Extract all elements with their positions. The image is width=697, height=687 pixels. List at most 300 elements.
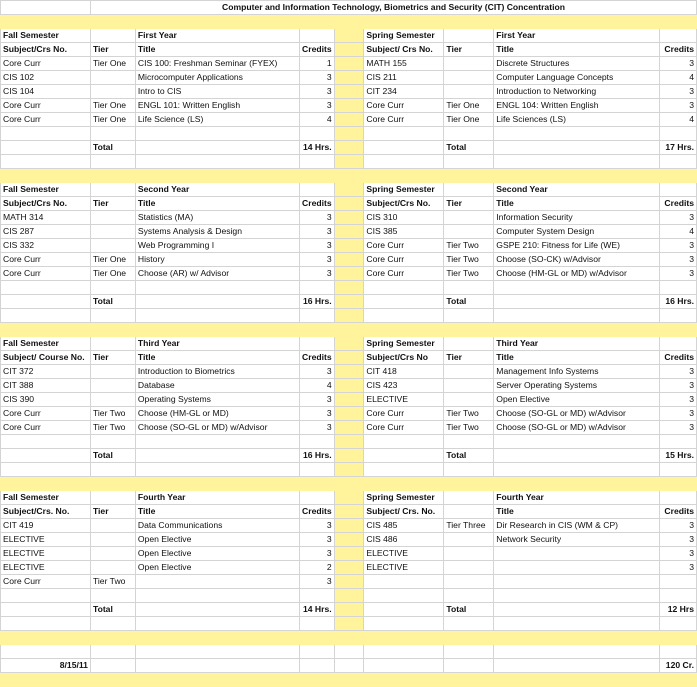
spring-semester-label[interactable]: Spring Semester [364,29,444,43]
title-header[interactable]: Title [135,505,299,519]
separator-cell[interactable] [334,309,364,323]
blank-cell[interactable] [1,281,91,295]
blank-cell[interactable] [135,589,299,603]
course-subject[interactable]: Core Curr [1,113,91,127]
course-subject[interactable]: CIS 390 [1,393,91,407]
title-header[interactable]: Title [494,351,660,365]
course-title[interactable]: Network Security [494,533,660,547]
blank-cell[interactable] [364,155,444,169]
course-credits[interactable]: 3 [299,533,334,547]
course-credits[interactable]: 3 [299,547,334,561]
course-title[interactable]: CIS 100: Freshman Seminar (FYEX) [135,57,299,71]
separator-cell[interactable] [334,449,364,463]
course-subject[interactable]: MATH 314 [1,211,91,225]
blank-cell[interactable] [90,463,135,477]
course-tier[interactable]: Tier One [90,57,135,71]
blank-cell[interactable] [444,463,494,477]
course-subject[interactable]: CIS 104 [1,85,91,99]
spring-semester-label[interactable]: Spring Semester [364,491,444,505]
blank-cell[interactable] [494,659,660,673]
course-credits[interactable]: 3 [659,365,696,379]
credits-header[interactable]: Credits [659,43,696,57]
separator-cell[interactable] [334,491,364,505]
course-title[interactable]: Database [135,379,299,393]
separator-cell[interactable] [334,71,364,85]
course-title[interactable]: Choose (SO-GL or MD) w/Advisor [135,421,299,435]
course-tier[interactable]: Tier Two [444,407,494,421]
course-subject[interactable]: Core Curr [364,239,444,253]
course-tier[interactable] [444,561,494,575]
separator-cell[interactable] [334,421,364,435]
separator-cell[interactable] [334,365,364,379]
course-tier[interactable]: Tier One [444,113,494,127]
separator-cell[interactable] [334,141,364,155]
spring-semester-label[interactable]: Spring Semester [364,337,444,351]
blank-cell[interactable] [135,141,299,155]
course-tier[interactable] [90,71,135,85]
blank-cell[interactable] [364,435,444,449]
blank-cell[interactable] [659,155,696,169]
course-credits[interactable]: 3 [659,407,696,421]
blank-cell[interactable] [659,491,696,505]
blank-cell[interactable] [364,127,444,141]
separator-cell[interactable] [334,533,364,547]
course-subject[interactable]: ELECTIVE [364,393,444,407]
course-tier[interactable] [90,225,135,239]
blank-cell[interactable] [90,309,135,323]
course-credits[interactable]: 3 [299,99,334,113]
course-subject[interactable]: Core Curr [364,421,444,435]
band-cell[interactable] [1,631,697,645]
fall-total[interactable]: 16 Hrs. [299,449,334,463]
course-tier[interactable]: Tier Three [444,519,494,533]
course-credits[interactable] [659,575,696,589]
blank-cell[interactable] [494,281,660,295]
course-subject[interactable]: CIS 102 [1,71,91,85]
spring-total[interactable]: 17 Hrs. [659,141,696,155]
course-title[interactable]: Statistics (MA) [135,211,299,225]
course-subject[interactable]: Core Curr [1,421,91,435]
course-subject[interactable]: CIS 486 [364,533,444,547]
grand-total[interactable]: 120 Cr. [659,659,696,673]
course-subject[interactable]: Core Curr [1,407,91,421]
course-title[interactable]: Choose (SO-CK) w/Advisor [494,253,660,267]
course-tier[interactable]: Tier One [90,267,135,281]
separator-cell[interactable] [334,561,364,575]
course-credits[interactable]: 2 [299,561,334,575]
total-label[interactable]: Total [444,603,494,617]
blank-cell[interactable] [299,645,334,659]
blank-cell[interactable] [444,659,494,673]
course-credits[interactable]: 3 [299,253,334,267]
separator-cell[interactable] [334,183,364,197]
course-credits[interactable]: 3 [299,421,334,435]
course-tier[interactable]: Tier One [90,99,135,113]
blank-cell[interactable] [364,463,444,477]
blank-cell[interactable] [299,337,334,351]
title-header[interactable]: Title [135,351,299,365]
blank-cell[interactable] [135,463,299,477]
course-title[interactable]: Introduction to Networking [494,85,660,99]
course-tier[interactable] [90,561,135,575]
course-credits[interactable]: 3 [299,85,334,99]
course-credits[interactable]: 3 [299,239,334,253]
separator-cell[interactable] [334,575,364,589]
course-subject[interactable] [364,575,444,589]
subject-header[interactable]: Subject/Crs No. [1,197,91,211]
course-subject[interactable]: ELECTIVE [1,533,91,547]
separator-cell[interactable] [334,197,364,211]
course-credits[interactable]: 3 [299,211,334,225]
course-title[interactable]: Information Security [494,211,660,225]
blank-cell[interactable] [299,281,334,295]
subject-header[interactable]: Subject/Crs No [364,351,444,365]
course-title[interactable]: Introduction to Biometrics [135,365,299,379]
course-credits[interactable]: 3 [659,99,696,113]
blank-cell[interactable] [1,155,91,169]
blank-cell[interactable] [494,435,660,449]
blank-cell[interactable] [135,603,299,617]
course-title[interactable]: Choose (SO-GL or MD) w/Advisor [494,407,660,421]
blank-cell[interactable] [659,309,696,323]
total-label[interactable]: Total [444,295,494,309]
blank-cell[interactable] [444,29,494,43]
separator-cell[interactable] [334,211,364,225]
blank-cell[interactable] [90,281,135,295]
course-tier[interactable]: Tier Two [444,253,494,267]
course-title[interactable]: Choose (AR) w/ Advisor [135,267,299,281]
spring-total[interactable]: 15 Hrs. [659,449,696,463]
blank-cell[interactable] [444,491,494,505]
course-subject[interactable]: Core Curr [364,267,444,281]
course-subject[interactable]: CIS 332 [1,239,91,253]
blank-cell[interactable] [1,463,91,477]
course-tier[interactable] [90,519,135,533]
blank-cell[interactable] [1,435,91,449]
year-label[interactable]: Third Year [135,337,299,351]
course-credits[interactable]: 3 [659,519,696,533]
course-credits[interactable]: 3 [299,575,334,589]
blank-cell[interactable] [90,491,135,505]
blank-cell[interactable] [135,435,299,449]
total-label[interactable]: Total [444,141,494,155]
blank-cell[interactable] [1,309,91,323]
separator-cell[interactable] [334,337,364,351]
separator-cell[interactable] [334,155,364,169]
subject-header[interactable]: Subject/Crs No. [364,197,444,211]
blank-cell[interactable] [364,617,444,631]
blank-cell[interactable] [299,29,334,43]
fall-semester-label[interactable]: Fall Semester [1,29,91,43]
blank-cell[interactable] [1,603,91,617]
blank-cell[interactable] [299,155,334,169]
blank-cell[interactable] [135,617,299,631]
course-subject[interactable]: Core Curr [364,99,444,113]
blank-cell[interactable] [135,309,299,323]
course-title[interactable]: Choose (SO-GL or MD) w/Advisor [494,421,660,435]
course-title[interactable]: Computer System Design [494,225,660,239]
course-tier[interactable] [444,575,494,589]
course-title[interactable]: Web Programming I [135,239,299,253]
credits-header[interactable]: Credits [299,505,334,519]
course-credits[interactable]: 4 [659,71,696,85]
credits-header[interactable]: Credits [299,43,334,57]
total-label[interactable]: Total [444,449,494,463]
credits-header[interactable]: Credits [299,351,334,365]
blank-cell[interactable] [135,645,299,659]
total-label[interactable]: Total [90,603,135,617]
course-subject[interactable]: CIS 310 [364,211,444,225]
course-tier[interactable] [444,379,494,393]
blank-cell[interactable] [659,617,696,631]
course-subject[interactable]: Core Curr [364,407,444,421]
course-subject[interactable]: CIT 418 [364,365,444,379]
course-credits[interactable]: 3 [299,393,334,407]
total-label[interactable]: Total [90,141,135,155]
band-cell[interactable] [1,673,697,687]
band-cell[interactable] [1,15,697,29]
course-tier[interactable] [444,365,494,379]
subject-header[interactable]: Subject/Crs No. [1,43,91,57]
course-title[interactable]: Discrete Structures [494,57,660,71]
blank-cell[interactable] [135,449,299,463]
blank-cell[interactable] [659,435,696,449]
course-credits[interactable]: 3 [659,85,696,99]
course-subject[interactable]: Core Curr [1,253,91,267]
blank-cell[interactable] [135,127,299,141]
course-tier[interactable]: Tier One [90,113,135,127]
course-tier[interactable] [444,71,494,85]
course-credits[interactable]: 3 [659,379,696,393]
blank-cell[interactable] [135,659,299,673]
blank-cell[interactable] [364,449,444,463]
year-label[interactable]: First Year [135,29,299,43]
spring-total[interactable]: 16 Hrs. [659,295,696,309]
blank-cell[interactable] [90,183,135,197]
blank-cell[interactable] [494,127,660,141]
tier-header[interactable]: Tier [444,351,494,365]
course-credits[interactable]: 3 [659,421,696,435]
blank-cell[interactable] [659,281,696,295]
total-label[interactable]: Total [90,449,135,463]
separator-cell[interactable] [334,43,364,57]
blank-cell[interactable] [494,463,660,477]
year-label[interactable]: First Year [494,29,660,43]
spring-semester-label[interactable]: Spring Semester [364,183,444,197]
blank-cell[interactable] [364,141,444,155]
separator-cell[interactable] [334,281,364,295]
course-tier[interactable] [444,393,494,407]
credits-header[interactable]: Credits [659,351,696,365]
course-credits[interactable]: 3 [299,365,334,379]
sheet-title[interactable]: Computer and Information Technology, Biometrics and Security (CIT) Concentration [90,1,696,15]
separator-cell[interactable] [334,113,364,127]
blank-cell[interactable] [364,659,444,673]
blank-cell[interactable] [90,617,135,631]
course-credits[interactable]: 4 [299,113,334,127]
blank-cell[interactable] [444,617,494,631]
blank-cell[interactable] [299,491,334,505]
course-tier[interactable]: Tier Two [90,575,135,589]
blank-cell[interactable] [659,127,696,141]
course-subject[interactable]: Core Curr [1,99,91,113]
course-tier[interactable] [444,547,494,561]
blank-cell[interactable] [299,127,334,141]
separator-cell[interactable] [334,589,364,603]
course-title[interactable]: Server Operating Systems [494,379,660,393]
blank-cell[interactable] [90,337,135,351]
subject-header[interactable]: Subject/Crs. No. [1,505,91,519]
blank-cell[interactable] [659,337,696,351]
blank-cell[interactable] [659,29,696,43]
blank-cell[interactable] [334,645,364,659]
separator-cell[interactable] [334,435,364,449]
blank-cell[interactable] [659,645,696,659]
course-title[interactable]: Management Info Systems [494,365,660,379]
tier-header[interactable]: Tier [444,197,494,211]
course-credits[interactable]: 1 [299,57,334,71]
course-tier[interactable]: Tier Two [444,267,494,281]
course-subject[interactable]: MATH 155 [364,57,444,71]
separator-cell[interactable] [334,57,364,71]
title-header[interactable]: Title [494,43,660,57]
course-title[interactable] [494,561,660,575]
course-tier[interactable] [444,225,494,239]
blank-cell[interactable] [444,645,494,659]
blank-cell[interactable] [494,295,660,309]
course-title[interactable]: Open Elective [135,533,299,547]
course-credits[interactable]: 4 [299,379,334,393]
title-header[interactable]: Title [135,197,299,211]
blank-cell[interactable] [364,281,444,295]
course-subject[interactable]: ELECTIVE [364,547,444,561]
separator-cell[interactable] [334,29,364,43]
course-title[interactable]: Computer Language Concepts [494,71,660,85]
blank-cell[interactable] [299,309,334,323]
course-subject[interactable]: Core Curr [1,575,91,589]
tier-header[interactable] [444,505,494,519]
blank-cell[interactable] [299,659,334,673]
course-tier[interactable] [90,393,135,407]
course-credits[interactable]: 3 [659,393,696,407]
year-label[interactable]: Third Year [494,337,660,351]
course-credits[interactable]: 3 [659,253,696,267]
course-credits[interactable]: 3 [299,225,334,239]
blank-cell[interactable] [364,589,444,603]
course-tier[interactable]: Tier Two [444,239,494,253]
band-cell[interactable] [1,323,697,337]
course-tier[interactable] [444,533,494,547]
course-tier[interactable] [90,365,135,379]
fall-semester-label[interactable]: Fall Semester [1,183,91,197]
separator-cell[interactable] [334,127,364,141]
separator-cell[interactable] [334,351,364,365]
blank-cell[interactable] [494,449,660,463]
blank-cell[interactable] [444,281,494,295]
separator-cell[interactable] [334,239,364,253]
course-subject[interactable]: CIS 211 [364,71,444,85]
course-subject[interactable]: CIT 372 [1,365,91,379]
blank-cell[interactable] [1,295,91,309]
course-tier[interactable]: Tier One [444,99,494,113]
course-tier[interactable] [90,547,135,561]
blank-cell[interactable] [334,659,364,673]
blank-cell[interactable] [659,463,696,477]
title-header[interactable]: Title [494,505,660,519]
course-credits[interactable]: 3 [659,267,696,281]
blank-cell[interactable] [444,337,494,351]
course-subject[interactable]: Core Curr [364,113,444,127]
course-title[interactable]: Open Elective [135,547,299,561]
course-title[interactable] [494,547,660,561]
blank-cell[interactable] [444,127,494,141]
blank-cell[interactable] [299,617,334,631]
course-title[interactable]: Life Science (LS) [135,113,299,127]
blank-cell[interactable] [135,281,299,295]
course-title[interactable]: Open Elective [494,393,660,407]
course-credits[interactable]: 3 [659,57,696,71]
subject-header[interactable]: Subject/ Crs No. [364,43,444,57]
credits-header[interactable]: Credits [659,197,696,211]
course-subject[interactable]: CIT 234 [364,85,444,99]
subject-header[interactable]: Subject/ Crs. No. [364,505,444,519]
separator-cell[interactable] [334,225,364,239]
tier-header[interactable]: Tier [90,197,135,211]
blank-cell[interactable] [494,617,660,631]
course-subject[interactable]: Core Curr [364,253,444,267]
course-title[interactable]: Intro to CIS [135,85,299,99]
course-credits[interactable]: 3 [299,407,334,421]
blank-cell[interactable] [364,603,444,617]
course-title[interactable] [135,575,299,589]
course-subject[interactable]: ELECTIVE [364,561,444,575]
course-title[interactable]: ENGL 104: Written English [494,99,660,113]
course-title[interactable] [494,575,660,589]
year-label[interactable]: Fourth Year [494,491,660,505]
separator-cell[interactable] [334,547,364,561]
blank-cell[interactable] [494,309,660,323]
credits-header[interactable]: Credits [299,197,334,211]
course-tier[interactable]: Tier Two [444,421,494,435]
blank-cell[interactable] [90,29,135,43]
separator-cell[interactable] [334,99,364,113]
course-credits[interactable]: 3 [659,239,696,253]
course-tier[interactable] [90,533,135,547]
blank-cell[interactable] [494,155,660,169]
course-tier[interactable] [90,85,135,99]
course-credits[interactable]: 4 [659,225,696,239]
blank-cell[interactable] [1,617,91,631]
fall-semester-label[interactable]: Fall Semester [1,337,91,351]
separator-cell[interactable] [334,519,364,533]
tier-header[interactable]: Tier [90,505,135,519]
total-label[interactable]: Total [90,295,135,309]
blank-cell[interactable] [90,435,135,449]
separator-cell[interactable] [334,295,364,309]
course-title[interactable]: GSPE 210: Fitness for Life (WE) [494,239,660,253]
blank-cell[interactable] [299,435,334,449]
separator-cell[interactable] [334,379,364,393]
course-title[interactable]: Life Sciences (LS) [494,113,660,127]
course-credits[interactable]: 3 [659,547,696,561]
course-subject[interactable]: CIS 385 [364,225,444,239]
fall-semester-label[interactable]: Fall Semester [1,491,91,505]
course-credits[interactable]: 3 [659,211,696,225]
blank-cell[interactable] [90,645,135,659]
separator-cell[interactable] [334,267,364,281]
course-subject[interactable]: CIT 419 [1,519,91,533]
blank-cell[interactable] [494,603,660,617]
